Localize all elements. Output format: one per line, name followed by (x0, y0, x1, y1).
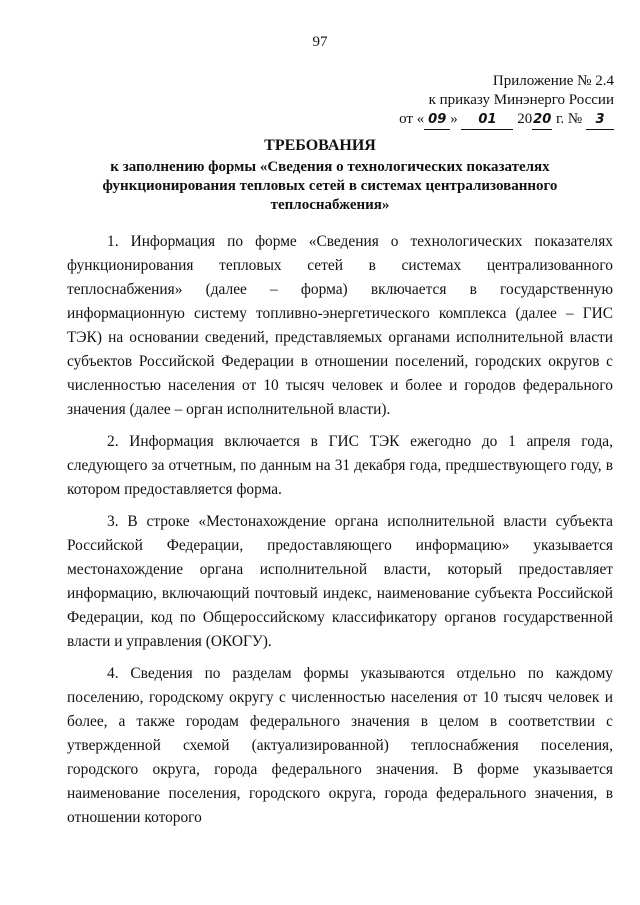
paragraph-2: 2. Информация включается в ГИС ТЭК ежегодно до 1 апреля года, следующего за отчетным, по данным на 31 декабря года, предшествующего году, в котором предоставляется форма. (67, 433, 613, 498)
appendix-header (399, 72, 614, 130)
appendix-line-2: к приказу Минэнерго России (428, 92, 614, 108)
appendix-line-1: Приложение № 2.4 (492, 73, 614, 89)
paragraph-3: 3. В строке «Местонахождение органа исполнительной власти субъекта Российской Федерации, предоставляющего информацию» указывается местонахождение органа исполнительной власти, который предоставляет информацию, включающий почтовый индекс, наименование субъекта Российской Федерации, код по Общероссийскому классификатору органов государственной власти и управления (ОКОГУ). (67, 513, 613, 650)
document-title: ТРЕБОВАНИЯ (264, 137, 376, 154)
handwritten-month: 01 (461, 110, 513, 130)
handwritten-year: 20 (532, 110, 552, 130)
handwritten-order-number: 3 (586, 110, 614, 130)
date-prefix: от « (399, 111, 425, 127)
date-mid: » (450, 111, 458, 127)
paragraph-4: 4. Сведения по разделам формы указываются отдельно по каждому поселению, городскому округу с численностью населения от 10 тысяч человек и более, а также городам федерального значения в целом в соответствии с утвержденной схемой (актуализированной) теплоснабжения поселения, городского округа, города федерального значения. В форме указывается наименование поселения, городского округа, города федерального значения, в отношении которого (67, 665, 613, 826)
handwritten-day: 09 (424, 110, 450, 130)
document-subtitle: к заполнению формы «Сведения о технологических показателях функционирования тепловых сетей в системах централизованного теплоснабжения» (102, 159, 558, 213)
order-number-label: г. № (555, 111, 583, 127)
page-number: 97 (312, 34, 328, 50)
appendix-date-line (399, 110, 614, 130)
paragraph-1: 1. Информация по форме «Сведения о технологических показателях функционирования тепловых сетей в системах централизованного теплоснабжения» (далее – форма) включается в государственную информационную систему топливно-энергетического комплекса (далее – ГИС ТЭК) на основании сведений, представляемых органами исполнительной власти субъектов Российской Федерации в отношении поселений, городских округов с численностью населения от 10 тысяч человек и более и городов федерального значения (далее – орган исполнительной власти). (67, 233, 613, 418)
year-prefix: 20 (517, 111, 533, 127)
document-body (67, 230, 613, 838)
